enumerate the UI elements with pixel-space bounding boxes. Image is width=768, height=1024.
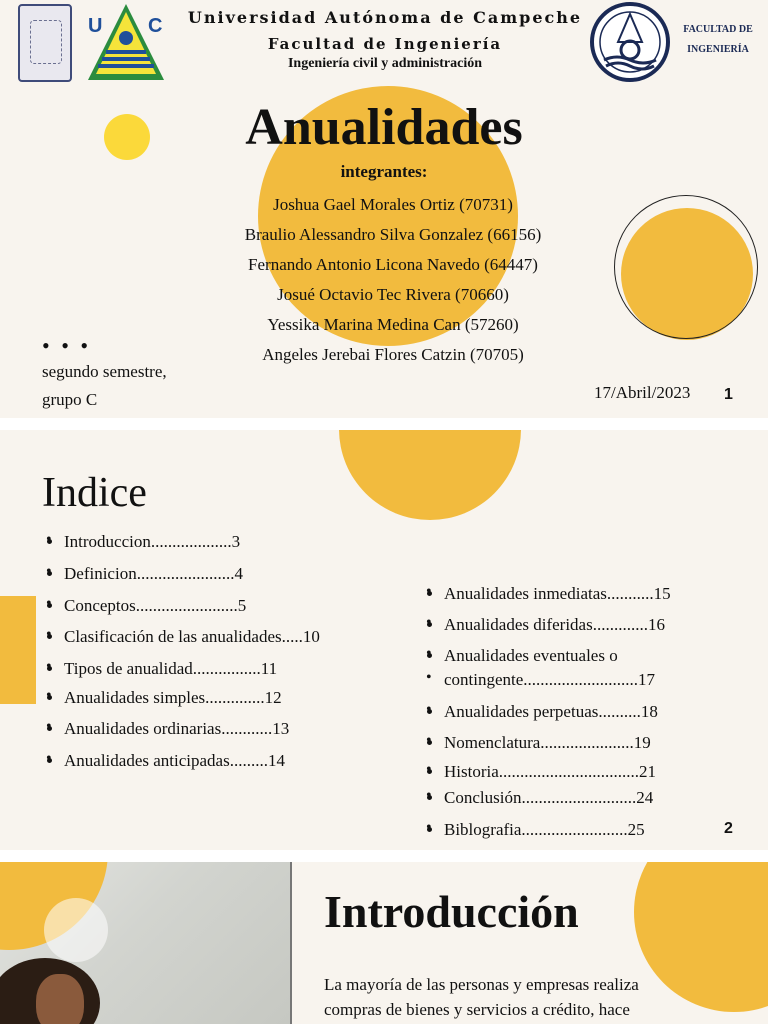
document-title: Anualidades: [245, 99, 523, 156]
introduction-heading: Introducción: [324, 886, 579, 937]
engineering-faculty-emblem: [590, 2, 670, 82]
members-list: [184, 190, 602, 370]
member-item: Braulio Alessandro Silva Gonzalez (66156): [244, 225, 542, 244]
uac-logo-u: U: [88, 15, 103, 37]
cover-page: [0, 0, 768, 418]
member-item: Angeles Jerebai Flores Catzin (70705): [262, 345, 524, 364]
intro-photo: [0, 862, 290, 1024]
faculty-name: Facultad de Ingeniería: [267, 35, 503, 53]
toc-item[interactable]: • • Anualidades eventuales o: [444, 646, 618, 666]
faculty-logo-text-line2: INGENIERÍA: [687, 44, 749, 55]
index-heading: Indice: [42, 470, 147, 516]
program-name: Ingeniería civil y administración: [287, 56, 483, 71]
semester-info: [42, 358, 167, 414]
uac-logo-c: C: [148, 15, 163, 37]
toc-item[interactable]: • • Definicion.......................4: [64, 564, 243, 584]
index-page: [0, 430, 768, 850]
toc-item[interactable]: • • Conclusión...........................24: [444, 788, 653, 808]
person-photo-face: [36, 974, 84, 1024]
group-line: grupo C: [42, 390, 98, 409]
page-gap: [0, 850, 768, 862]
toc-item-continuation[interactable]: • contingente...........................17: [444, 670, 655, 690]
toc-item[interactable]: • • Historia.................................21: [444, 762, 656, 782]
page-gap: [0, 418, 768, 430]
faculty-logo-text-line1: FACULTAD DE: [683, 24, 753, 35]
decor-ring: [614, 195, 758, 339]
decor-circle-translucent: [44, 898, 108, 962]
vertical-divider: [290, 862, 292, 1024]
members-label: integrantes:: [340, 162, 428, 181]
toc-item[interactable]: • • Anualidades anticipadas.........14: [64, 751, 285, 771]
member-item: Fernando Antonio Licona Navedo (64447): [248, 255, 538, 274]
decor-dots: • • •: [42, 333, 92, 358]
toc-item[interactable]: • • Nomenclatura......................19: [444, 733, 651, 753]
toc-item[interactable]: • • Clasificación de las anualidades.....10: [64, 627, 320, 647]
toc-item[interactable]: • • Anualidades simples..............12: [64, 688, 282, 708]
university-seal-logo: [18, 4, 72, 82]
toc-item[interactable]: • • Anualidades perpetuas..........18: [444, 702, 658, 722]
decor-circle-small: [104, 114, 150, 160]
member-item: Joshua Gael Morales Ortiz (70731): [273, 195, 513, 214]
decor-side-bar: [0, 596, 36, 704]
toc-item[interactable]: • • Anualidades diferidas.............16: [444, 615, 665, 635]
member-item: Yessika Marina Medina Can (57260): [267, 315, 519, 334]
page-number: 2: [724, 820, 733, 837]
introduction-text-line: compras de bienes y servicios a crédito, hace: [324, 1000, 630, 1019]
introduction-page: [0, 862, 768, 1024]
introduction-text-line: La mayoría de las personas y empresas realiza: [324, 975, 639, 994]
toc-item[interactable]: • • Biblografia.........................25: [444, 820, 645, 840]
toc-item[interactable]: • • Conceptos........................5: [64, 596, 246, 616]
document-date: 17/Abril/2023: [594, 383, 691, 402]
member-item: Josué Octavio Tec Rivera (70660): [277, 285, 509, 304]
introduction-text: [324, 972, 704, 1022]
faculty-logo-text: [672, 20, 764, 60]
toc-item[interactable]: • • Anualidades ordinarias............13: [64, 719, 289, 739]
toc-item[interactable]: • • Tipos de anualidad................11: [64, 659, 277, 679]
institution-name: Universidad Autónoma de Campeche: [187, 8, 583, 27]
decor-circle-top: [339, 430, 521, 520]
page-number: 1: [724, 386, 733, 403]
uac-logo: [84, 2, 168, 82]
toc-item[interactable]: • • Anualidades inmediatas...........15: [444, 584, 671, 604]
semester-line: segundo semestre,: [42, 362, 167, 381]
toc-item[interactable]: • • Introduccion...................3: [64, 532, 240, 552]
